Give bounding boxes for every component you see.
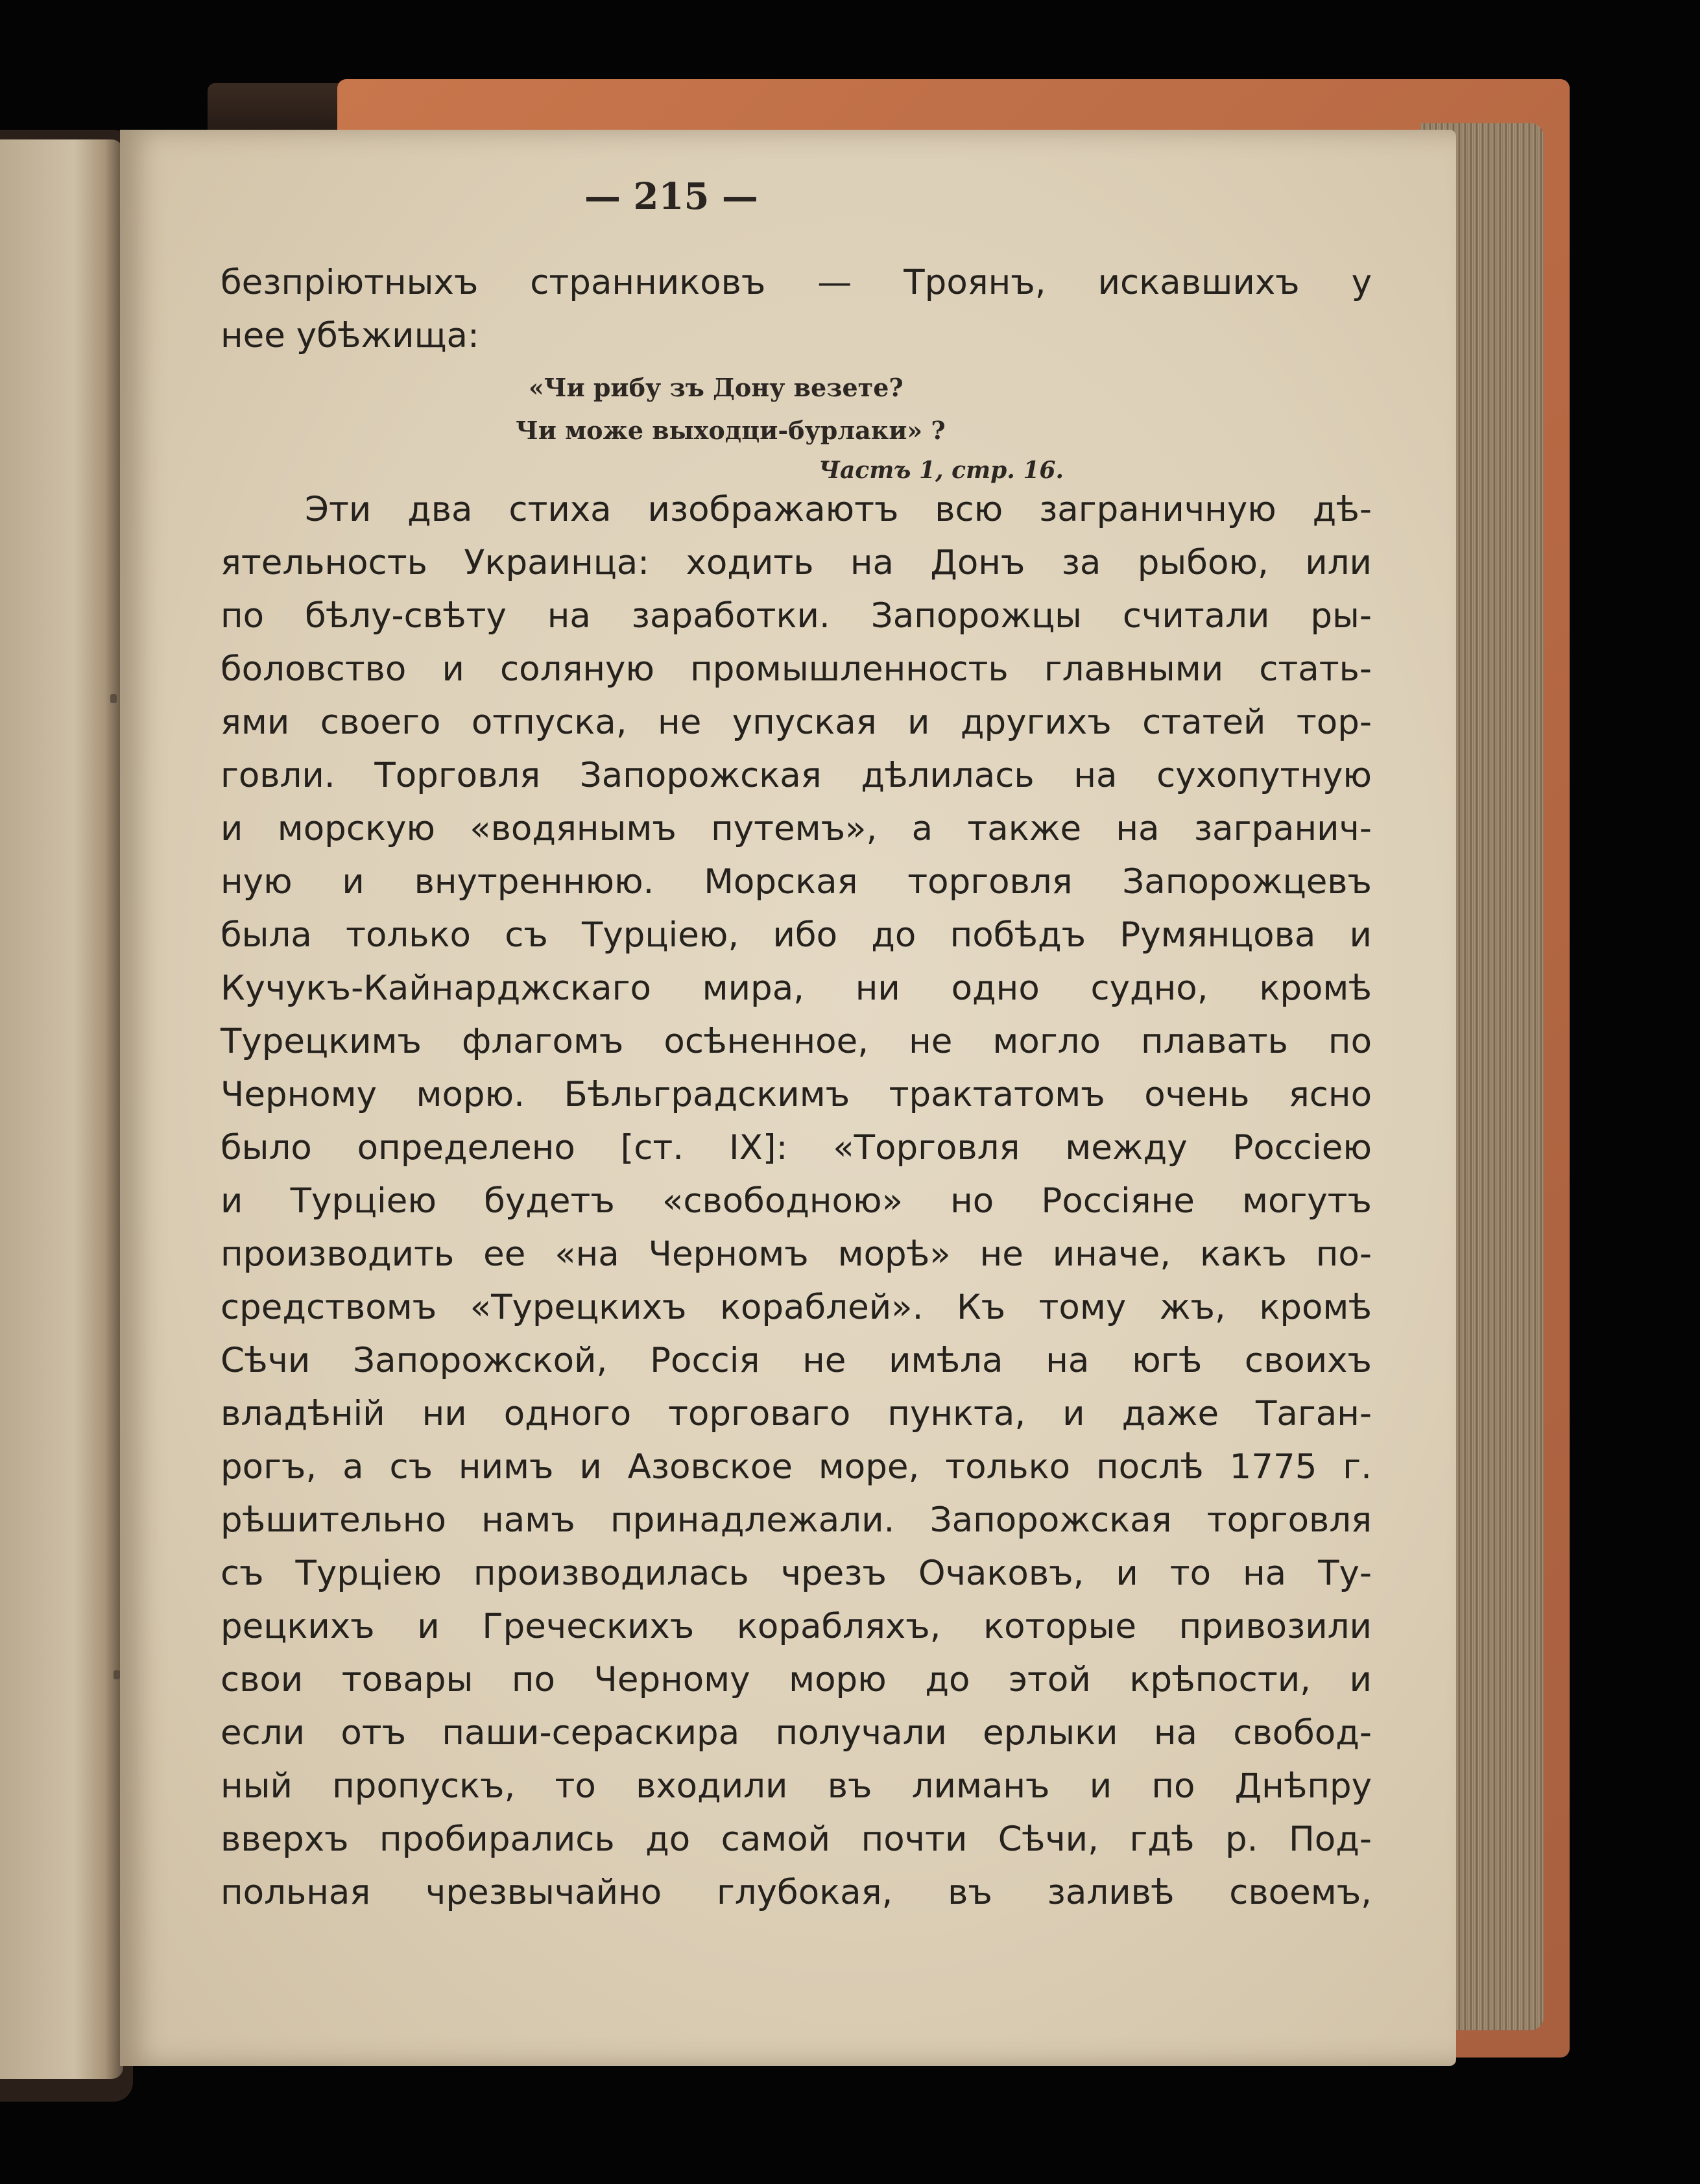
body-line: и морскую «водянымъ путемъ», а также на загранич- bbox=[221, 809, 1372, 848]
body-line: и Турціею будетъ «свободною» но Россіяне могутъ bbox=[221, 1181, 1372, 1221]
body-line: средствомъ «Турецкихъ кораблей». Къ тому жъ, кромѣ bbox=[221, 1288, 1372, 1327]
body-line: рогъ, а съ нимъ и Азовское море, только послѣ 1775 г. bbox=[221, 1447, 1372, 1487]
body-line: рѣшительно намъ принадлежали. Запорожская торговля bbox=[221, 1500, 1372, 1540]
page-number: — 215 — bbox=[584, 175, 758, 218]
body-line: производить ее «на Черномъ морѣ» не иначе, какъ по- bbox=[221, 1234, 1372, 1274]
body-line: ную и внутреннюю. Морская торговля Запорожцевъ bbox=[221, 862, 1372, 902]
verse-quote bbox=[516, 366, 1099, 488]
body-line: рецкихъ и Греческихъ корабляхъ, которые привозили bbox=[221, 1607, 1372, 1646]
body-line: Сѣчи Запорожской, Россія не имѣла на югѣ своихъ bbox=[221, 1341, 1372, 1380]
quote-source: Частъ 1, стр. 16. bbox=[819, 457, 1064, 484]
body-line: польная чрезвычайно глубокая, въ заливѣ своемъ, bbox=[221, 1873, 1372, 1912]
quote-line: «Чи рибу зъ Дону везете? bbox=[529, 373, 904, 402]
body-line: если отъ паши-сераскира получали ерлыки на свобод- bbox=[221, 1713, 1372, 1753]
body-line: съ Турціею производилась чрезъ Очаковъ, и то на Ту- bbox=[221, 1554, 1372, 1593]
body-line: Турецкимъ флагомъ осѣненное, не могло плавать по bbox=[221, 1022, 1372, 1061]
intro-line: нее убѣжища: bbox=[221, 316, 479, 355]
body-line: ный пропускъ, то входили въ лиманъ и по Днѣпру bbox=[221, 1766, 1372, 1806]
body-paragraph bbox=[221, 483, 1372, 1919]
body-line: вверхъ пробирались до самой почти Сѣчи, гдѣ р. Под- bbox=[221, 1819, 1372, 1859]
body-line: Кучукъ-Кайнарджскаго мира, ни одно судно, кромѣ bbox=[221, 968, 1372, 1008]
margin-mark bbox=[110, 694, 117, 703]
body-line: Эти два стиха изображаютъ всю заграничную дѣ- bbox=[305, 490, 1372, 529]
body-line: по бѣлу-свѣту на заработки. Запорожцы считали ры- bbox=[221, 596, 1372, 636]
body-line: было определено [ст. IX]: «Торговля между Россіею bbox=[221, 1128, 1372, 1168]
body-line: говли. Торговля Запорожская дѣлилась на сухопутную bbox=[221, 756, 1372, 795]
book-page bbox=[120, 130, 1456, 2066]
body-line: ями своего отпуска, не упуская и другихъ статей тор- bbox=[221, 702, 1372, 742]
intro-line: безпріютныхъ странниковъ — Троянъ, искавшихъ у bbox=[221, 263, 1372, 302]
margin-mark bbox=[114, 1670, 120, 1679]
body-line: Черному морю. Бѣльградскимъ трактатомъ очень ясно bbox=[221, 1075, 1372, 1114]
body-line: ятельность Украинца: ходить на Донъ за рыбою, или bbox=[221, 543, 1372, 582]
body-line: свои товары по Черному морю до этой крѣпости, и bbox=[221, 1660, 1372, 1699]
body-line: боловство и соляную промышленность главными стать- bbox=[221, 649, 1372, 689]
intro-paragraph bbox=[221, 256, 1372, 363]
body-line: владѣній ни одного торговаго пункта, и даже Таган- bbox=[221, 1394, 1372, 1434]
body-line: была только съ Турціею, ибо до побѣдъ Румянцова и bbox=[221, 915, 1372, 955]
left-page-edge bbox=[0, 139, 123, 2079]
quote-line: Чи може выходци-бурлаки» ? bbox=[516, 416, 946, 445]
